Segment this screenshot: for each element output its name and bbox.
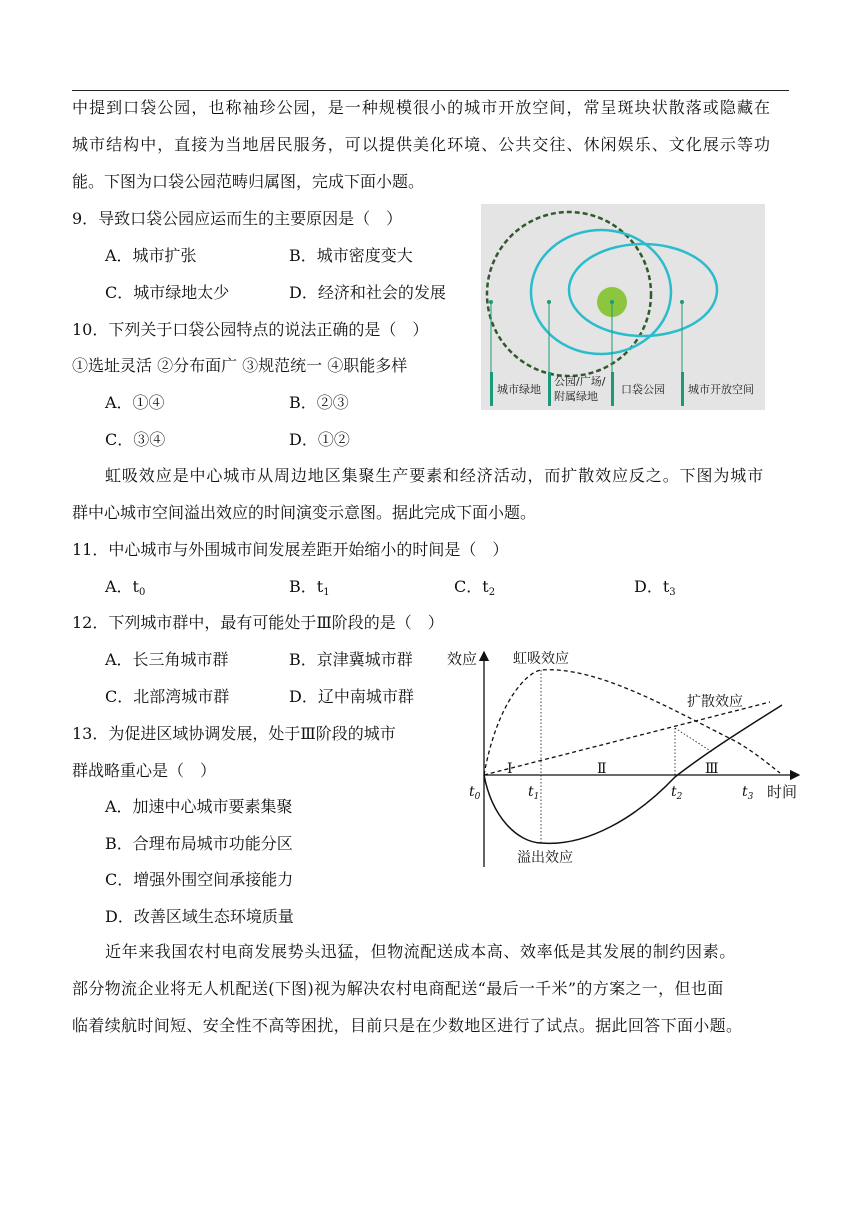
- tick-t3: $t_3$: [742, 784, 754, 802]
- intro2-line2: 群中心城市空间溢出效应的时间演变示意图。据此完成下面小题。: [72, 503, 537, 522]
- q10-option-a: A．①④: [105, 393, 165, 412]
- diffusion-label: 扩散效应: [687, 694, 743, 710]
- intro1-line2: 城市结构中，直接为当地居民服务，可以提供美化环境、公共交往、休闲娱乐、文化展示等功: [72, 135, 772, 154]
- siphon-effect-curve: [484, 670, 780, 775]
- siphon-label: 虹吸效应: [513, 651, 569, 667]
- intro1-line1: 中提到口袋公园，也称袖珍公园，是一种规模很小的城市开放空间，常呈斑块状散落或隐藏在: [72, 98, 772, 117]
- q10-option-c: C．③④: [105, 430, 166, 449]
- label-park-square-2: 附属绿地: [554, 390, 598, 403]
- tick-t0: $t_0$: [469, 784, 481, 802]
- q11-option-a: A．$t_0$: [105, 577, 146, 598]
- urban-open-space-ellipse: [569, 244, 717, 336]
- x-axis-label: 时间: [767, 783, 798, 801]
- q11-option-d: D．$t_3$: [634, 577, 676, 598]
- q10-option-b: B．②③: [289, 393, 349, 412]
- q12-stem: 12．下列城市群中，最有可能处于Ⅲ阶段的是（ ）: [72, 613, 444, 632]
- q12-option-d: D．辽中南城市群: [289, 687, 414, 706]
- intro3-line2: 部分物流企业将无人机配送(下图)视为解决农村电商配送“最后一千米”的方案之一，但也面: [72, 979, 724, 998]
- q11-option-b: B．$t_1$: [289, 577, 330, 598]
- q12-option-c: C．北部湾城市群: [105, 687, 230, 706]
- q9-option-c: C．城市绿地太少: [105, 283, 230, 302]
- q13-option-c: C．增强外围空间承接能力: [105, 870, 294, 889]
- tick-t2: $t_2$: [671, 784, 683, 802]
- label-park-square-1: 公园/广场/: [554, 375, 606, 388]
- intro3-line3: 临着续航时间短、安全性不高等困扰，目前只是在少数地区进行了试点。据此回答下面小题。: [72, 1016, 743, 1035]
- q12-option-b: B．京津冀城市群: [289, 650, 413, 669]
- q9-stem: 9．导致口袋公园应运而生的主要原因是（ ）: [72, 209, 403, 228]
- q13-option-a: A．加速中心城市要素集聚: [105, 797, 293, 816]
- diffusion-effect-line: [484, 702, 770, 775]
- spillover-effect-curve: [484, 705, 782, 843]
- spillover-effect-figure: [437, 642, 805, 874]
- q13-option-b: B．合理布局城市功能分区: [105, 834, 293, 853]
- q10-items: ①选址灵活 ②分布面广 ③规范统一 ④职能多样: [72, 356, 408, 375]
- q9-option-b: B．城市密度变大: [289, 246, 413, 265]
- y-axis-label: 效应: [447, 650, 478, 668]
- label-pocket-park: 口袋公园: [621, 383, 665, 396]
- q11-option-c: C．$t_2$: [454, 577, 496, 598]
- header-rule: [72, 90, 789, 91]
- pocket-park-category-figure: [481, 204, 765, 410]
- pocket-park-diagram: [481, 204, 765, 410]
- q12-option-a: A．长三角城市群: [105, 650, 229, 669]
- intro2-line1: 虹吸效应是中心城市从周边地区集聚生产要素和经济活动，而扩散效应反之。下图为城市: [105, 466, 765, 485]
- q13-option-d: D．改善区域生态环境质量: [105, 907, 294, 926]
- intro3-line1: 近年来我国农村电商发展势头迅猛，但物流配送成本高、效率低是其发展的制约因素。: [105, 942, 736, 961]
- label-urban-green-space: 城市绿地: [497, 383, 541, 396]
- stage-1-label: Ⅰ: [507, 761, 513, 777]
- q13-stem-line1: 13．为促进区域协调发展，处于Ⅲ阶段的城市: [72, 724, 396, 743]
- q11-stem: 11．中心城市与外围城市间发展差距开始缩小的时间是（ ）: [72, 540, 509, 559]
- spillover-diagram: [437, 642, 805, 874]
- stage-2-label: Ⅱ: [597, 761, 607, 777]
- tick-t1: $t_1$: [528, 784, 540, 802]
- label-urban-open-space: 城市开放空间: [688, 383, 754, 396]
- q13-stem-line2: 群战略重心是（ ）: [72, 761, 217, 780]
- q9-option-d: D．经济和社会的发展: [289, 283, 446, 302]
- q10-option-d: D．①②: [289, 430, 350, 449]
- stage-3-label: Ⅲ: [705, 761, 719, 777]
- q10-stem: 10．下列关于口袋公园特点的说法正确的是（ ）: [72, 320, 429, 339]
- q9-option-a: A．城市扩张: [105, 246, 197, 265]
- spillover-label: 溢出效应: [517, 850, 573, 866]
- intro1-line3: 能。下图为口袋公园范畴归属图，完成下面小题。: [72, 172, 425, 191]
